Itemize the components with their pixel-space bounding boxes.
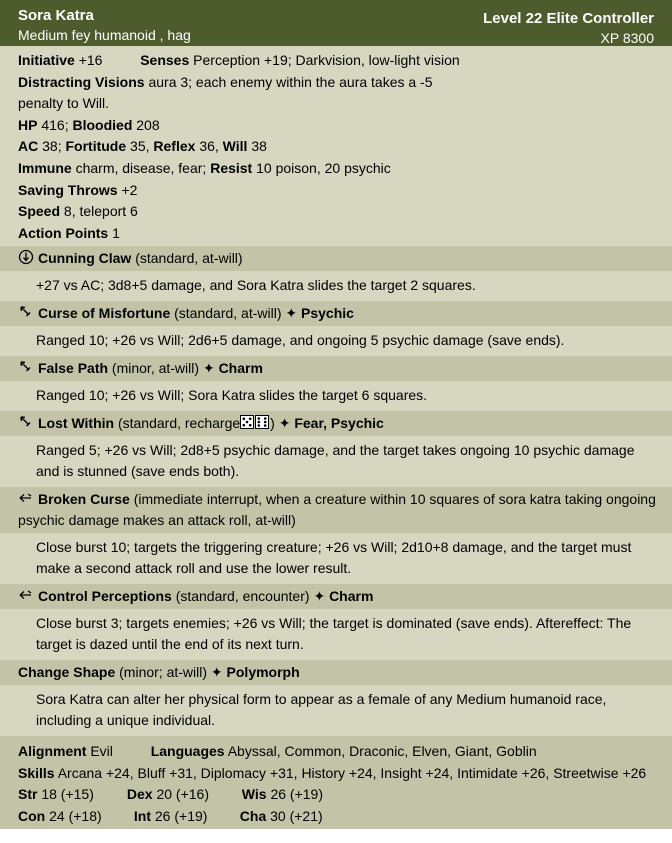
con-score: Con 24 (+18) [18,807,102,824]
close-burst-icon [18,490,34,506]
speed-value: 8, teleport 6 [63,203,138,220]
aura-line [18,72,468,115]
abilities-row-2 [18,806,662,828]
power-usage: (standard, recharge [117,415,241,432]
power-description: +27 vs AC; 3d8+5 damage, and Sora Katra slides the target 2 squares. [0,271,672,301]
speed-label: Speed [18,203,61,220]
power-usage: (standard, at-will) [174,305,282,322]
monster-name: Sora Katra [18,7,94,24]
saves-label: Saving Throws [18,181,118,198]
power-description: Ranged 10; +26 vs Will; Sora Katra slides the target 6 squares. [0,381,672,411]
resist-value: 10 poison, 20 psychic [256,159,391,176]
close-burst-icon [18,587,34,603]
power-description: Ranged 10; +26 vs Will; 2d6+5 damage, and ongoing 5 psychic damage (save ends). [0,326,672,356]
power-header [0,356,672,381]
initiative-line [18,50,672,72]
bloodied-value: 208 [136,116,160,133]
monster-level: Level 22 Elite Controller [483,10,654,27]
power-usage: (minor; at-will) [119,664,208,681]
power-name: Change Shape [18,664,116,681]
monster-type: Medium fey humanoid , hag [18,27,191,43]
power-header [0,487,672,533]
initiative-label: Initiative [18,52,75,68]
immune-label: Immune [18,159,72,176]
action-points-value: 1 [112,224,120,241]
power-usage-close: ) [270,415,275,432]
speed-line [18,201,672,223]
power-name: Lost Within [38,415,115,432]
power-keywords: Polymorph [226,664,300,681]
power-header [0,301,672,326]
saves-value: +2 [121,181,138,198]
melee-basic-icon [18,249,34,265]
power-usage: (immediate interrupt, when a creature within 10 squares of sora katra taking ongoing psychic damage makes an attack roll, at-will) [18,491,656,529]
alignment-label: Alignment [18,743,87,760]
reflex-label: Reflex [153,138,196,155]
ranged-icon [18,304,34,320]
initiative-value: +16 [78,52,103,68]
hp-value: 416; [41,116,69,133]
stat-block-header [0,0,672,46]
power-keywords: Charm [218,360,263,377]
power-name: Broken Curse [38,491,130,508]
power-name: Control Perceptions [38,588,172,605]
keyword-separator: ✦ [210,664,223,681]
keyword-separator: ✦ [202,360,215,377]
reflex-value: 36, [199,138,219,155]
action-points-label: Action Points [18,224,109,241]
skills-line [18,763,662,785]
aura-value: aura 3; each enemy within the aura takes a -5 penalty to Will. [18,73,433,112]
senses-value: Perception +19; Darkvision, low-light vision [193,52,460,68]
ranged-icon [18,359,34,375]
fortitude-value: 35, [130,138,150,155]
defenses-line [18,136,672,158]
abilities-row-1 [18,784,662,806]
alignment-value: Evil [90,743,113,760]
keyword-separator: ✦ [285,305,298,322]
saves-line [18,180,672,202]
power-header [0,246,672,271]
action-points-line [18,223,672,245]
ac-value: 38; [42,138,62,155]
resist-label: Resist [210,159,253,176]
bloodied-label: Bloodied [72,116,133,133]
footer-section [0,736,672,829]
keyword-separator: ✦ [313,588,326,605]
dex-score: Dex 20 (+16) [126,786,210,803]
skills-label: Skills [18,764,55,781]
power-name: Curse of Misfortune [38,305,171,322]
recharge-dice-icon [240,415,270,430]
power-header [0,660,672,685]
power-usage: (minor, at-will) [111,360,200,377]
hp-line [18,115,672,137]
power-usage: (standard, at-will) [135,250,243,267]
ranged-icon [18,414,34,430]
ac-label: AC [18,138,39,155]
hp-label: HP [18,116,38,133]
power-description: Close burst 10; targets the triggering creature; +26 vs Will; 2d10+8 damage, and the target must make a second attack roll and use the lower result. [0,533,672,584]
power-usage: (standard, encounter) [175,588,310,605]
wis-score: Wis 26 (+19) [241,786,323,803]
aura-label: Distracting Visions [18,73,145,90]
power-name: False Path [38,360,109,377]
senses-label: Senses [140,52,190,68]
languages-value: Abyssal, Common, Draconic, Elven, Giant, Goblin [227,743,537,760]
stats-section [0,46,672,246]
power-name: Cunning Claw [38,250,132,267]
power-header [0,411,672,436]
power-description: Sora Katra can alter her physical form to appear as a female of any Medium humanoid race, including a unique individual. [0,685,672,736]
keyword-separator: ✦ [278,415,291,432]
languages-label: Languages [150,743,225,760]
will-value: 38 [251,138,267,155]
alignment-line [18,741,662,763]
monster-xp: XP 8300 [600,30,654,46]
int-score: Int 26 (+19) [133,807,208,824]
power-keywords: Charm [329,588,374,605]
power-description: Ranged 5; +26 vs Will; 2d8+5 psychic damage, and the target takes ongoing 10 psychic damage and is stunned (save ends both). [0,436,672,487]
str-score: Str 18 (+15) [18,786,94,803]
fortitude-label: Fortitude [65,138,127,155]
power-keywords: Psychic [301,305,354,322]
power-description: Close burst 3; targets enemies; +26 vs Will; the target is dominated (save ends). Aftereffect: The target is dazed until the end of its next turn. [0,609,672,660]
immune-value: charm, disease, fear; [75,159,207,176]
power-keywords: Fear, Psychic [294,415,384,432]
skills-value: Arcana +24, Bluff +31, Diplomacy +31, History +24, Insight +24, Intimidate +26, Streetwise +26 [57,764,647,781]
immune-line [18,158,672,180]
will-label: Will [222,138,248,155]
cha-score: Cha 30 (+21) [239,807,323,824]
power-header [0,584,672,609]
